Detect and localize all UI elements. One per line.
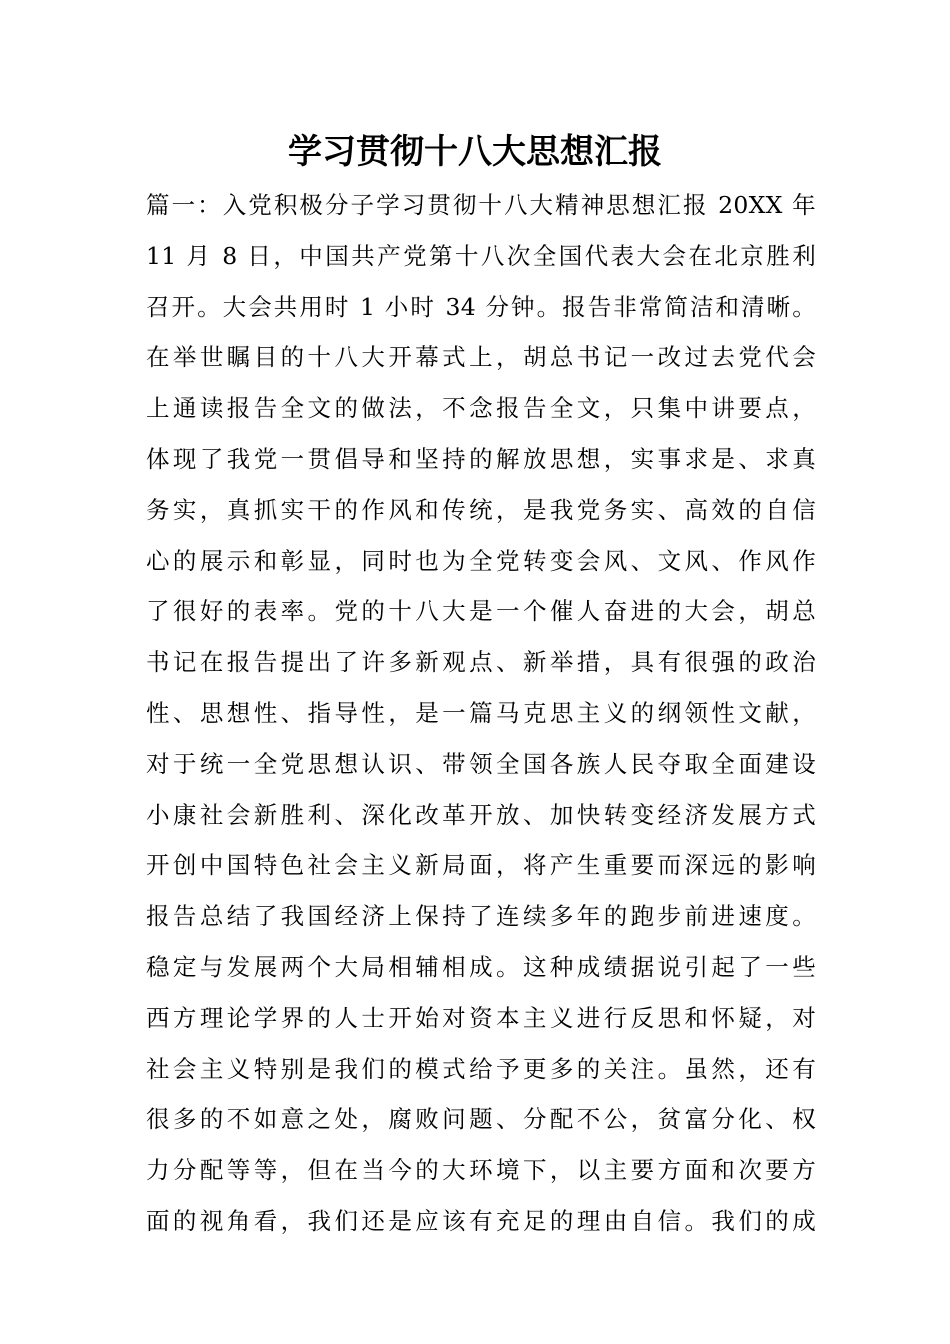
text-line: 上通读报告全文的做法，不念报告全文，只集中讲要点，: [146, 394, 816, 423]
text-line: 小康社会新胜利、深化改革开放、加快转变经济发展方式: [146, 800, 816, 829]
text-line: 报告总结了我国经济上保持了连续多年的跑步前进速度。: [146, 902, 816, 931]
document-title: 学习贯彻十八大思想汇报: [288, 132, 662, 172]
text-line: 对于统一全党思想认识、带领全国各族人民夺取全面建设: [146, 749, 816, 778]
text-line: 篇一：入党积极分子学习贯彻十八大精神思想汇报 20XX 年: [146, 191, 816, 219]
text-line: 性、思想性、指导性，是一篇马克思主义的纲领性文献，: [146, 698, 816, 727]
text-line: 面的视角看，我们还是应该有充足的理由自信。我们的成: [146, 1206, 816, 1235]
text-line: 心的展示和彰显，同时也为全党转变会风、文风、作风作: [146, 546, 816, 575]
text-line: 书记在报告提出了许多新观点、新举措，具有很强的政治: [146, 648, 816, 677]
text-line: 11 月 8 日，中国共产党第十八次全国代表大会在北京胜利: [146, 241, 816, 270]
document-body: [146, 180, 816, 1247]
text-line: 力分配等等，但在当今的大环境下，以主要方面和次要方: [146, 1156, 816, 1185]
text-line: 务实，真抓实干的作风和传统，是我党务实、高效的自信: [146, 495, 816, 524]
text-line: 了很好的表率。党的十八大是一个催人奋进的大会，胡总: [146, 597, 816, 626]
text-line: 开创中国特色社会主义新局面，将产生重要而深远的影响: [146, 851, 816, 880]
text-line: 稳定与发展两个大局相辅相成。这种成绩据说引起了一些: [146, 952, 816, 981]
text-line: 西方理论学界的人士开始对资本主义进行反思和怀疑，对: [146, 1003, 816, 1032]
text-line: 在举世瞩目的十八大开幕式上，胡总书记一改过去党代会: [146, 343, 816, 372]
text-line: 很多的不如意之处，腐败问题、分配不公，贫富分化、权: [146, 1105, 816, 1134]
text-line: 社会主义特别是我们的模式给予更多的关注。虽然，还有: [146, 1054, 816, 1083]
text-line: 召开。大会共用时 1 小时 34 分钟。报告非常简洁和清晰。: [146, 292, 816, 321]
text-line: 体现了我党一贯倡导和坚持的解放思想，实事求是、求真: [146, 444, 816, 473]
